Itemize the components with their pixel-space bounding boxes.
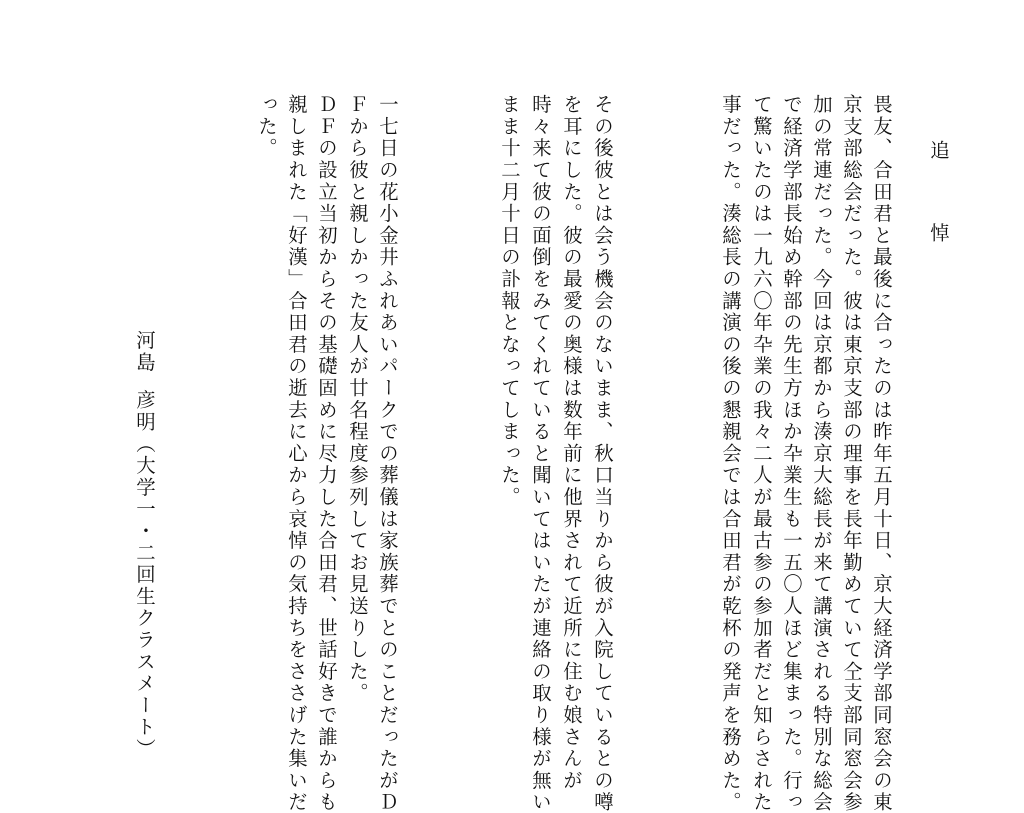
author-signature <box>135 330 154 760</box>
text-line: ＤＦの設立当初からその基礎固めに尽力した合田君、世話好きで誰からも <box>315 94 338 813</box>
text-line: Ｆから彼と親しかった友人が廿名程度参列してお見送りした。 <box>346 94 369 705</box>
text-line: 一七日の花小金井ふれあいパークでの葬儀は家族葬でとのことだったがＤ <box>376 94 399 813</box>
text-line: を耳にした。彼の最愛の奥様は数年前に他界されて近所に住む娘さんが <box>560 94 583 792</box>
author-affiliation: （大学一・二回生クラスメート） <box>133 433 156 761</box>
author-given-name: 彦明 <box>133 389 156 434</box>
text-line: まま十二月十日の訃報となってしまった。 <box>498 94 521 509</box>
text-line: 事だった。湊総長の講演の後の懇親会では合田君が乾杯の発声を務めた。 <box>719 94 742 813</box>
text-line: った。 <box>255 94 278 160</box>
text-line: 親しまれた「好漢」合田君の逝去に心から哀悼の気持ちをささげた集いだ <box>285 94 308 813</box>
text-line: 畏友、合田君と最後に合ったのは昨年五月十日、京大経済学部同窓会の東 <box>870 94 893 813</box>
text-line: 時々来て彼の面倒をみてくれていると聞いてはいたが連絡の取り様が無い <box>529 94 552 813</box>
text-line: 加の常連だった。今回は京都から湊京大総長が来て講演される特別な総会 <box>810 94 833 813</box>
text-line: で経済学部長始め幹部の先生方ほか卆業生も一五〇人ほど集まった。行っ <box>780 94 803 813</box>
document-title: 追 悼 <box>927 140 950 262</box>
text-line: 京支部総会だった。彼は東京支部の理事を長年勤めていて仝支部同窓会参 <box>840 94 863 813</box>
author-family-name: 河島 <box>133 330 156 374</box>
text-line: て驚いたのは一九六〇年卆業の我々二人が最古参の参加者だと知らされた <box>750 94 773 813</box>
text-line: その後彼とは会う機会のないまま、秋口当りから彼が入院しているとの噂 <box>591 94 614 813</box>
